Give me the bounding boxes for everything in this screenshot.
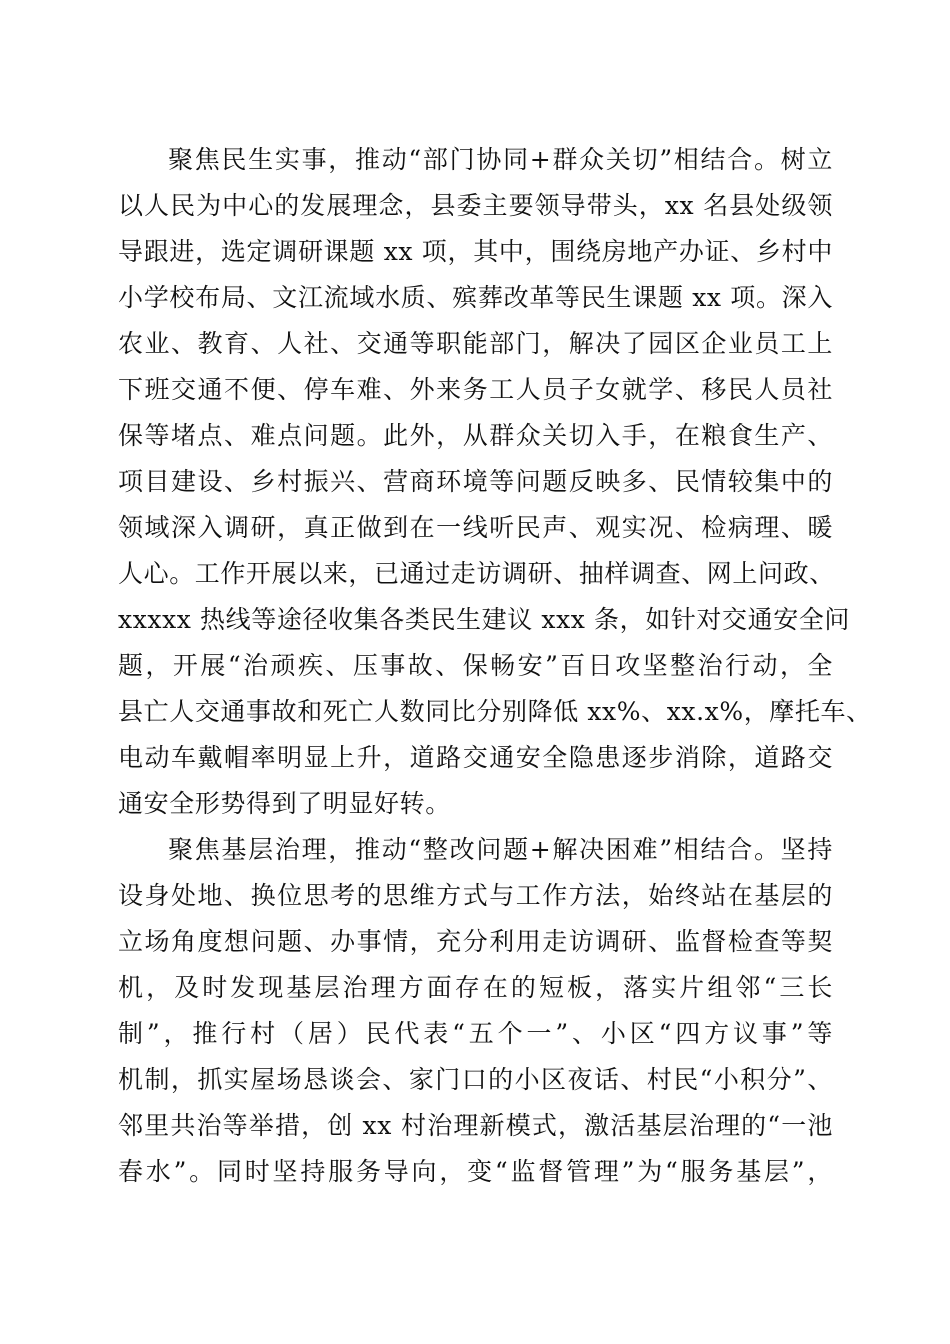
text-line: 导跟进，选定调研课题 xx 项，其中，围绕房地产办证、乡村中 [118, 237, 833, 266]
paragraph-livelihood [118, 137, 872, 827]
text-line: 以人民为中心的发展理念，县委主要领导带头，xx 名县处级领 [118, 191, 833, 220]
text-line: 领域深入调研，真正做到在一线听民声、观实况、检病理、暖 [118, 513, 833, 542]
text-line: 聚焦民生实事，推动“部门协同+群众关切”相结合。树立 [168, 145, 833, 174]
text-line: 机制，抓实屋场恳谈会、家门口的小区夜话、村民“小积分”、 [118, 1065, 833, 1094]
text-line: 项目建设、乡村振兴、营商环境等问题反映多、民情较集中的 [118, 467, 833, 496]
text-line: 小学校布局、文江流域水质、殡葬改革等民生课题 xx 项。深入 [118, 283, 833, 312]
text-line: 聚焦基层治理，推动“整改问题+解决困难”相结合。坚持 [168, 835, 833, 864]
text-line: 下班交通不便、停车难、外来务工人员子女就学、移民人员社 [118, 375, 833, 404]
text-line: 保等堵点、难点问题。此外，从群众关切入手，在粮食生产、 [118, 421, 833, 450]
text-line: 邻里共治等举措，创 xx 村治理新模式，激活基层治理的“一池 [118, 1111, 833, 1140]
text-line: xxxxx 热线等途径收集各类民生建议 xxx 条，如针对交通安全问 [118, 605, 851, 634]
text-line: 电动车戴帽率明显上升，道路交通安全隐患逐步消除，道路交 [118, 743, 833, 772]
body-text [118, 137, 872, 1195]
text-line: 人心。工作开展以来，已通过走访调研、抽样调查、网上问政、 [118, 559, 835, 588]
text-line: 立场角度想问题、办事情，充分利用走访调研、监督检查等契 [118, 927, 833, 956]
text-line: 通安全形势得到了明显好转。 [118, 789, 451, 818]
text-line: 机，及时发现基层治理方面存在的短板，落实片组邻“三长 [118, 973, 833, 1002]
text-line: 县亡人交通事故和死亡人数同比分别降低 xx%、xx.x%，摩托车、 [118, 697, 872, 726]
text-line: 农业、教育、人社、交通等职能部门，解决了园区企业员工上 [118, 329, 833, 358]
text-line: 题，开展“治顽疾、压事故、保畅安”百日攻坚整治行动，全 [118, 651, 833, 680]
text-line: 设身处地、换位思考的思维方式与工作方法，始终站在基层的 [118, 881, 833, 910]
text-line: 制”，推行村（居）民代表“五个一”、小区“四方议事”等 [118, 1019, 833, 1048]
paragraph-grassroots-governance [118, 827, 833, 1195]
text-line: 春水”。同时坚持服务导向，变“监督管理”为“服务基层”， [118, 1157, 833, 1186]
